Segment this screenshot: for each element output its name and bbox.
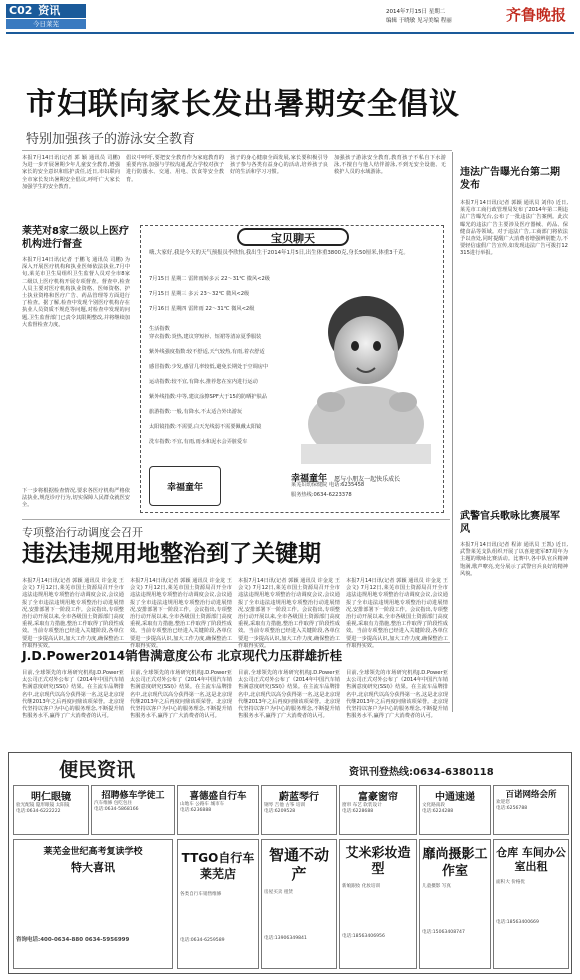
- land-divider: [22, 519, 450, 520]
- header-divider: [6, 32, 574, 34]
- lead-divider: [22, 150, 452, 151]
- ad-name: 蔚蓝琴行: [279, 792, 319, 803]
- ad-name: 中通速递: [435, 792, 475, 803]
- ad-tel: 电话:6209528: [264, 809, 296, 814]
- ad-tel: 电话:18563406956: [342, 934, 385, 939]
- section-sub: 今日莱芜: [6, 19, 86, 29]
- ad-sub: 房屋买卖 租赁: [264, 890, 294, 895]
- ad-item[interactable]: [419, 785, 491, 835]
- land-headline: 违法违规用地整治到了关键期: [22, 541, 321, 567]
- baby-column-title: 宝贝聊天: [237, 228, 349, 246]
- page-header: [6, 4, 574, 30]
- ad-item[interactable]: [13, 785, 89, 835]
- ad-name: TTGO自行车莱芜店: [181, 851, 255, 881]
- weather-row: 7月16日 星期四 雷阵雨 22～31℃ 微风<2级: [149, 306, 255, 312]
- tip-item: 运动指数:较不宜,有降水,推荐您在室内进行运动: [149, 379, 258, 385]
- happy-childhood-logo: [149, 466, 221, 506]
- ad-exposure-headline: 违法广告曝光台第二期发布: [460, 167, 560, 191]
- baby-weather-box: [140, 225, 444, 513]
- ad-name: 靡尚摄影工作室: [422, 847, 488, 879]
- ad-sub: 儿童摄影 写真: [422, 884, 452, 889]
- banner-title: 幸福童年: [291, 474, 328, 484]
- medical-body-2: 下一步将根据检查情况,要求各医疗机构严格依法执业,规范诊疗行为,切实保障人民群众就医安全。: [22, 488, 130, 509]
- ad-sub: 汽车维修 包吃包住: [94, 801, 133, 806]
- ad-sub: 新娘跟妆 化妆培训: [342, 884, 381, 889]
- ad-sub: 各类自行车销售维修: [180, 892, 222, 897]
- section-code: C02: [9, 4, 33, 17]
- banner-contact-1: 莱芜妇幼保健院 电话:6235458: [291, 482, 365, 488]
- baby-intro: 嗨,大家好,我是今天的天气预报员李欣怡,我出生于2014年1月5日,出生体重3800克,身长50厘米,体重3千克。: [149, 250, 409, 256]
- tip-item: 紫外线指数:中等,建议涂擦SPF大于15的防晒护肤品: [149, 394, 267, 400]
- ad-tel: 电话:0634-6259589: [180, 938, 225, 943]
- lead-body-col2: 倡议中呼吁,要把安全教育作为家庭教育的重要内容,加强与学校沟通,配合学校对孩子进行防溺水、交通、用电、饮食等安全教育。: [126, 155, 224, 183]
- ad-tel: 电话:18563400669: [496, 920, 539, 925]
- ad-name: 百诺网络会所: [505, 790, 557, 800]
- ad-item[interactable]: [339, 785, 417, 835]
- auto-body-col3: 目前,全球领先的市场研究机构J.D.Power亚太公司正式对外公布了《2014年中国汽车销售满意度研究(SSI)》结果。在主流车品牌排名中,北京现代以高分获得第一名,这是北京现代继2013年之后再度问鼎该项荣誉。北京现代坚持以客户为中心的服务理念,不断提升销售服务水平,赢得了广大消费者的认可。: [238, 670, 340, 720]
- tip-item: 穿衣指数:炎热,建议穿短衫、短裙等清凉夏季服装: [149, 334, 262, 340]
- weather-list: [149, 276, 299, 321]
- ad-tel: 电话:0634-6222222: [16, 809, 61, 814]
- ad-sub: 验光配镜 隐形眼镜 太阳镜: [16, 803, 70, 808]
- land-body-col1: 本报7月14日讯(记者 郭颖 通讯员 许金龙 王会文) 7月12日,莱芜市国土资源局召开全市违法违规用地专项整治行动调度会议,会议通报了全市违法违规用地专项整治行动进展情况,安排部署下一阶段工作。会议指出,专项整治行动开展以来,全市各级国土资源部门高度重视,采取有力措施,整治工作取得了阶段性成效。当前专项整治已经进入关键阶段,各单位要进一步提高认识,加大工作力度,确保整治工作取得实效。: [22, 578, 124, 649]
- tip-item: 太阳镜指数:不需要,白天光线弱不需要佩戴太阳镜: [149, 424, 262, 430]
- happy-childhood-logo-text: 幸福童年: [166, 482, 203, 493]
- ad-sub: 窗帘 布艺 软装设计: [342, 803, 382, 808]
- baby-photo: [291, 274, 441, 464]
- ad-name: 艾米彩妆造型: [345, 846, 411, 877]
- ad-item[interactable]: [261, 839, 337, 969]
- auto-body-col1: 目前,全球领先的市场研究机构J.D.Power亚太公司正式对外公布了《2014年中国汽车销售满意度研究(SSI)》结果。在主流车品牌排名中,北京现代以高分获得第一名,这是北京现代继2013年之后再度问鼎该项荣誉。北京现代坚持以客户为中心的服务理念,不断提升销售服务水平,赢得了广大消费者的认可。: [22, 670, 124, 720]
- classifieds-hotline: 资讯刊登热线:0634-6380118: [349, 767, 494, 778]
- lead-body-col1: 本报7月14日讯(记者 郭 颖 通讯员 司鹏) 为进一步开展暑期少年儿童安全教育,增强家长的安全意识和监护责任,近日,市妇联向全市家长发出暑期安全倡议,呼吁广大家长加强学生的安全教育。: [22, 155, 120, 190]
- ad-item[interactable]: [493, 839, 569, 969]
- lead-subtitle: 特别加强孩子的游泳安全教育: [26, 132, 196, 147]
- ad-name: 招聘修车学徒工: [101, 791, 165, 801]
- ad-tel: 电话:6224288: [422, 809, 454, 814]
- ad-item[interactable]: [261, 785, 337, 835]
- ad-name: 富豪窗帘: [358, 792, 398, 803]
- ad-tel: 电话:15063408747: [422, 930, 465, 935]
- auto-body-col4: 目前,全球领先的市场研究机构J.D.Power亚太公司正式对外公布了《2014年中国汽车销售满意度研究(SSI)》结果。在主流车品牌排名中,北京现代以高分获得第一名,这是北京现代继2013年之后再度问鼎该项荣誉。北京现代坚持以客户为中心的服务理念,不断提升销售服务水平,赢得了广大消费者的认可。: [346, 670, 448, 720]
- ad-tel: 电话:13906349841: [264, 936, 307, 941]
- section-name: 资讯: [38, 4, 61, 17]
- ad-item[interactable]: [177, 785, 259, 835]
- ad-item[interactable]: [339, 839, 417, 969]
- ad-sub: 文化路南段: [422, 803, 445, 808]
- auto-body-col2: 目前,全球领先的市场研究机构J.D.Power亚太公司正式对外公布了《2014年中国汽车销售满意度研究(SSI)》结果。在主流车品牌排名中,北京现代以高分获得第一名,这是北京现代继2013年之后再度问鼎该项荣誉。北京现代坚持以客户为中心的服务理念,不断提升销售服务水平,赢得了广大消费者的认可。: [130, 670, 232, 720]
- ad-tel: 电话:6228688: [342, 809, 374, 814]
- land-body-col4: 本报7月14日讯(记者 郭颖 通讯员 许金龙 王会文) 7月12日,莱芜市国土资源局召开全市违法违规用地专项整治行动调度会议,会议通报了全市违法违规用地专项整治行动进展情况,安排部署下一阶段工作。会议指出,专项整治行动开展以来,全市各级国土资源部门高度重视,采取有力措施,整治工作取得了阶段性成效。当前专项整治已经进入关键阶段,各单位要进一步提高认识,加大工作力度,确保整治工作取得实效。: [346, 578, 448, 649]
- banner-contact-2: 服务热线:0634-6223378: [291, 492, 352, 498]
- ad-name: 喜德盛自行车: [189, 791, 247, 802]
- auto-divider: [22, 642, 450, 643]
- section-tag: [6, 4, 86, 18]
- ad-sub: 钢琴 吉他 古筝 培训: [264, 803, 306, 808]
- land-body-col2: 本报7月14日讯(记者 郭颖 通讯员 许金龙 王会文) 7月12日,莱芜市国土资源局召开全市违法违规用地专项整治行动调度会议,会议通报了全市违法违规用地专项整治行动进展情况,安排部署下一阶段工作。会议指出,专项整治行动开展以来,全市各级国土资源部门高度重视,采取有力措施,整治工作取得了阶段性成效。当前专项整治已经进入关键阶段,各单位要进一步提高认识,加大工作力度,确保整治工作取得实效。: [130, 578, 232, 649]
- tip-item: 感冒指数:少发,感冒几率较低,避免长期处于空调房中: [149, 364, 269, 370]
- tip-item: 紫外线强度指数:较不舒适,天气较热,有雨,着衣舒适: [149, 349, 265, 355]
- ad-sub: 面积大 价格优: [496, 880, 526, 885]
- auto-headline: J.D.Power2014销售满意度公布 北京现代力压群雄折桂: [22, 648, 343, 663]
- ad-item[interactable]: [493, 785, 569, 835]
- classifieds-section: [8, 752, 572, 974]
- ad-name: 仓库 车间办公室出租: [496, 846, 566, 873]
- header-editor: 编辑 于晓敏 见习美编 程丽: [386, 18, 452, 24]
- lead-body-col4: 加强孩子游泳安全教育,教育孩子不私自下水游泳,不擅自与他人结伴游泳,不到无安全设施、无救护人员的水域游泳。: [334, 155, 446, 176]
- lead-headline: 市妇联向家长发出暑期安全倡议: [26, 87, 460, 122]
- tip-item: 生活指数: [149, 326, 170, 332]
- weather-row: 7月15日 星期二 雷阵雨转多云 22～31℃ 微风<2级: [149, 276, 270, 282]
- ad-name: 莱芜金世纪高考复读学校: [43, 847, 143, 857]
- ad-tel: 电话:6256788: [496, 806, 528, 811]
- ad-tel: 咨询电话:400-0634-880 0634-5956999: [16, 937, 130, 943]
- lead-body-col3: 孩子的身心健康全面发展,家长要积极引导孩子参与各类有益身心的活动,培养孩子良好的生活和学习习惯。: [230, 155, 328, 176]
- header-date: 2014年7月15日 星期二: [386, 9, 446, 15]
- ad-tel: 电话:6236888: [180, 808, 212, 813]
- right-col-divider: [452, 152, 453, 712]
- ad-item[interactable]: [91, 785, 175, 835]
- ad-name: 智通不动产: [268, 846, 329, 883]
- tip-item: 洗车指数:不宜,有雨,雨水和泥水会弄脏爱车: [149, 439, 248, 445]
- tip-item: 旅游指数:一般,有降水,不太适合外出游玩: [149, 409, 243, 415]
- ad-sub: 特大喜讯: [71, 861, 115, 874]
- classifieds-title: 便民资讯: [59, 759, 136, 781]
- masthead-logo: 齐鲁晚报: [506, 6, 567, 24]
- medical-body: 本报7月14日讯(记者 于鹏飞 通讯员 司鹏) 为深入开展医疗机构和执业医师依法执业,7月中旬,莱芜市卫生局组织卫生监督人员对全市8家二级以上医疗机构开展专项督查。督查中,检查人员主要对医疗机构执业资格、医师资格、护士执业资格和医疗广告、药品管理等方面进行了检查。据了解,检查中发现个别医疗机构存在执业人员资质不规范等问题,对检查中发现的问题,卫生监督部门已责令其限期整改,并将继续加大监督检查力度。: [22, 257, 130, 328]
- tips-list: [149, 326, 291, 454]
- weather-row: 7月15日 星期三 多云 23～32℃ 微风<2级: [149, 291, 250, 297]
- ad-sub: 欢迎您: [496, 800, 510, 805]
- ad-item[interactable]: [177, 839, 259, 969]
- ad-exposure-body: 本报7月14日讯(记者 郭颖 通讯员 刘伟) 近日,莱芜市工商行政管理局发布了2014年第二期违法广告曝光台,公布了一批违法广告案例。此次曝光的违法广告主要涉及医疗器械、药品、保健食品等领域。对于违法广告,工商部门将依法予以查处,同时提醒广大消费者增强辨别能力,不要轻信虚假广告宣传,如发现违法广告可拨打12315进行举报。: [460, 200, 568, 257]
- ad-name: 明仁眼镜: [31, 792, 71, 803]
- ad-item[interactable]: [419, 839, 491, 969]
- ad-item[interactable]: [13, 839, 173, 969]
- ad-sub: 山地车 公路车 城市车: [180, 802, 225, 807]
- military-headline: 武警官兵歌咏比赛展军风: [460, 511, 560, 535]
- medical-headline: 莱芜对8家二级以上医疗机构进行督查: [22, 226, 129, 250]
- military-body: 本报7月14日讯(记者 程沛 通讯员 王凯) 近日,武警莱芜支队组织开展了以喜迎建军87周年为主题的歌咏比赛活动。比赛中,各中队官兵精神饱满,歌声嘹亮,充分展示了武警官兵良好的精神风貌。: [460, 542, 568, 577]
- ad-tel: 电话:0634-5868166: [94, 807, 139, 812]
- land-kicker: 专项整治行动调度会召开: [22, 526, 143, 539]
- banner-slogan: 愿与小朋友一起快乐成长: [334, 476, 401, 483]
- land-body-col3: 本报7月14日讯(记者 郭颖 通讯员 许金龙 王会文) 7月12日,莱芜市国土资源局召开全市违法违规用地专项整治行动调度会议,会议通报了全市违法违规用地专项整治行动进展情况,安排部署下一阶段工作。会议指出,专项整治行动开展以来,全市各级国土资源部门高度重视,采取有力措施,整治工作取得了阶段性成效。当前专项整治已经进入关键阶段,各单位要进一步提高认识,加大工作力度,确保整治工作取得实效。: [238, 578, 340, 649]
